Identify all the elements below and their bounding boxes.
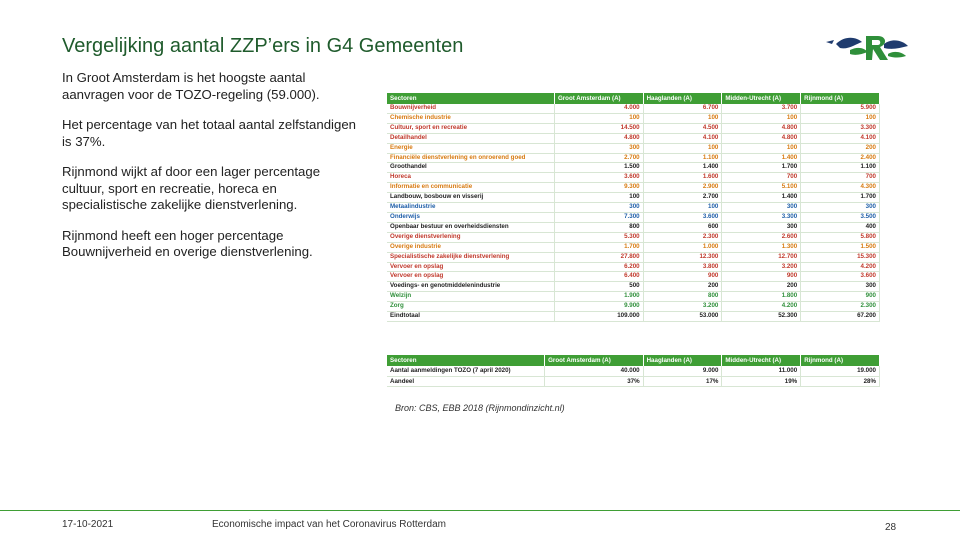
table-cell: 11.000	[722, 366, 801, 376]
table-cell: 19%	[722, 376, 801, 387]
table-cell: 300	[722, 203, 801, 213]
table-cell: 3.300	[801, 123, 880, 133]
table-cell: 109.000	[554, 312, 643, 322]
table-cell: Aantal aanmeldingen TOZO (7 april 2020)	[387, 366, 545, 376]
table-cell: 300	[801, 282, 880, 292]
table-cell: 1.400	[722, 153, 801, 163]
table-cell: Vervoer en opslag	[387, 262, 554, 272]
table-cell: Vervoer en opslag	[387, 272, 554, 282]
footer-date: 17-10-2021	[62, 519, 114, 530]
table-cell: 1.700	[801, 193, 880, 203]
table-cell: 1.400	[643, 163, 722, 173]
table-cell: 3.700	[722, 104, 801, 113]
footer-divider	[0, 510, 960, 511]
table-cell: 12.700	[722, 252, 801, 262]
table-cell: 100	[554, 113, 643, 123]
table-cell: 37%	[545, 376, 644, 387]
table-header: Groot Amsterdam (A)	[554, 93, 643, 104]
table-cell: 5.100	[722, 183, 801, 193]
rijnmond-logo-icon	[822, 28, 910, 68]
table-row	[387, 143, 880, 153]
table-header: Sectoren	[387, 93, 554, 104]
table-cell: Detailhandel	[387, 133, 554, 143]
table-row	[387, 113, 880, 123]
table-row	[387, 302, 880, 312]
table-cell: 27.800	[554, 252, 643, 262]
table-cell: 1.400	[722, 193, 801, 203]
table-cell: 700	[722, 173, 801, 183]
table-header-row	[387, 355, 880, 366]
table-cell: 1.500	[554, 163, 643, 173]
table-cell: Metaalindustrie	[387, 203, 554, 213]
table-row	[387, 104, 880, 113]
table-cell: 800	[643, 292, 722, 302]
table-row	[387, 193, 880, 203]
table-cell: 100	[554, 193, 643, 203]
table-cell: 300	[801, 203, 880, 213]
table-cell: 2.600	[722, 232, 801, 242]
table-cell: 1.100	[643, 153, 722, 163]
table-body	[387, 104, 880, 321]
table-cell: 1.100	[801, 163, 880, 173]
table-cell: 6.700	[643, 104, 722, 113]
table-cell: 3.600	[643, 212, 722, 222]
table-row	[387, 232, 880, 242]
table-cell: 4.100	[643, 133, 722, 143]
table-row	[387, 173, 880, 183]
table-cell: 4.200	[722, 302, 801, 312]
table-cell: 1.500	[801, 242, 880, 252]
table-cell: 53.000	[643, 312, 722, 322]
table-cell: 1.900	[554, 292, 643, 302]
table-cell: 200	[801, 143, 880, 153]
table-header: Midden-Utrecht (A)	[722, 355, 801, 366]
table-cell: Horeca	[387, 173, 554, 183]
table-cell: 1.000	[643, 242, 722, 252]
table-cell: 300	[554, 143, 643, 153]
table-cell: 3.800	[643, 262, 722, 272]
table-row	[387, 212, 880, 222]
table-row	[387, 262, 880, 272]
table-cell: 15.300	[801, 252, 880, 262]
table-header: Haaglanden (A)	[643, 355, 722, 366]
table-cell: Energie	[387, 143, 554, 153]
table-cell: 9.300	[554, 183, 643, 193]
table-cell: 4.000	[554, 104, 643, 113]
table-cell: Openbaar bestuur en overheidsdiensten	[387, 222, 554, 232]
table-cell: 14.500	[554, 123, 643, 133]
table-cell: 1.700	[722, 163, 801, 173]
table-row	[387, 203, 880, 213]
table-cell: 2.300	[801, 302, 880, 312]
table-cell: 5.800	[801, 232, 880, 242]
table-cell: 3.200	[722, 262, 801, 272]
table-cell: 52.300	[722, 312, 801, 322]
table-cell: 5.900	[801, 104, 880, 113]
table-row	[387, 252, 880, 262]
table-cell: 900	[801, 292, 880, 302]
paragraph: In Groot Amsterdam is het hoogste aantal aanvragen voor de TOZO-regeling (59.000).	[62, 70, 320, 102]
table-cell: 1.300	[722, 242, 801, 252]
table-header: Rijnmond (A)	[801, 355, 880, 366]
table-cell: 6.200	[554, 262, 643, 272]
table-cell: Onderwijs	[387, 212, 554, 222]
table-cell: 9.000	[643, 366, 722, 376]
table-cell: 4.800	[722, 123, 801, 133]
table-row	[387, 222, 880, 232]
table-cell: 2.700	[643, 193, 722, 203]
table-row	[387, 183, 880, 193]
paragraph: Rijnmond heeft een hoger percentage Bouwnijverheid en overige dienstverlening.	[62, 227, 313, 259]
table-cell: 4.800	[722, 133, 801, 143]
table-header-row	[387, 93, 880, 104]
table-cell: 6.400	[554, 272, 643, 282]
table-cell: Groothandel	[387, 163, 554, 173]
table-cell: Welzijn	[387, 292, 554, 302]
table-cell: 100	[722, 113, 801, 123]
table-row	[387, 133, 880, 143]
table-cell: Informatie en communicatie	[387, 183, 554, 193]
table-cell: 300	[554, 203, 643, 213]
table-cell: 2.700	[554, 153, 643, 163]
table-row	[387, 153, 880, 163]
table-row	[387, 123, 880, 133]
table-cell: Financiële dienstverlening en onroerend goed	[387, 153, 554, 163]
table-cell: 17%	[643, 376, 722, 387]
tozo-table	[387, 355, 880, 387]
table-cell: 4.500	[643, 123, 722, 133]
page-number: 28	[885, 522, 897, 533]
table-cell: 4.200	[801, 262, 880, 272]
table-cell: 100	[722, 143, 801, 153]
paragraph: Rijnmond wijkt af door een lager percentage cultuur, sport en recreatie, horeca en specialistische zakelijke dienstverlening.	[62, 164, 321, 212]
table-cell: 100	[801, 113, 880, 123]
table-row	[387, 163, 880, 173]
table-row	[387, 242, 880, 252]
table-cell: 900	[722, 272, 801, 282]
table-cell: 2.300	[643, 232, 722, 242]
body-text	[62, 70, 362, 275]
table-body	[387, 366, 880, 387]
table-cell: Eindtotaal	[387, 312, 554, 322]
table-cell: 800	[554, 222, 643, 232]
table-cell: Landbouw, bosbouw en visserij	[387, 193, 554, 203]
table-cell: 600	[643, 222, 722, 232]
table-cell: 1.600	[643, 173, 722, 183]
table-cell: 3.300	[722, 212, 801, 222]
table-cell: Overige dienstverlening	[387, 232, 554, 242]
table-cell: 2.400	[801, 153, 880, 163]
table-cell: 1.800	[722, 292, 801, 302]
table-cell: 3.200	[643, 302, 722, 312]
table-row	[387, 282, 880, 292]
table-header: Rijnmond (A)	[801, 93, 880, 104]
table-cell: 3.500	[801, 212, 880, 222]
table-header: Groot Amsterdam (A)	[545, 355, 644, 366]
table-cell: 12.300	[643, 252, 722, 262]
paragraph: Het percentage van het totaal aantal zelfstandigen is 37%.	[62, 117, 356, 149]
source-note: Bron: CBS, EBB 2018 (Rijnmondinzicht.nl)	[395, 403, 565, 413]
table-row	[387, 376, 880, 387]
sector-table	[387, 93, 880, 322]
table-cell: 200	[643, 282, 722, 292]
table-cell: 3.600	[801, 272, 880, 282]
table-cell: 200	[722, 282, 801, 292]
table-cell: 4.300	[801, 183, 880, 193]
table-cell: Bouwnijverheid	[387, 104, 554, 113]
table-cell: Aandeel	[387, 376, 545, 387]
table-row	[387, 272, 880, 282]
table-cell: 67.200	[801, 312, 880, 322]
table-cell: Chemische industrie	[387, 113, 554, 123]
table-cell: Voedings- en genotmiddelenindustrie	[387, 282, 554, 292]
table-row	[387, 366, 880, 376]
table-cell: 3.600	[554, 173, 643, 183]
table-cell: Cultuur, sport en recreatie	[387, 123, 554, 133]
table-cell: 2.900	[643, 183, 722, 193]
table-cell: 5.300	[554, 232, 643, 242]
table-cell: 4.800	[554, 133, 643, 143]
table-cell: 100	[643, 143, 722, 153]
table-cell: 300	[722, 222, 801, 232]
table-cell: 4.100	[801, 133, 880, 143]
slide-title: Vergelijking aantal ZZP’ers in G4 Gemeenten	[62, 35, 464, 57]
table-cell: 28%	[801, 376, 880, 387]
footer-title: Economische impact van het Coronavirus Rotterdam	[212, 519, 446, 530]
table-cell: 7.300	[554, 212, 643, 222]
table-header: Midden-Utrecht (A)	[722, 93, 801, 104]
table-cell: 40.000	[545, 366, 644, 376]
table-header: Haaglanden (A)	[643, 93, 722, 104]
table-header: Sectoren	[387, 355, 545, 366]
table-cell: 9.900	[554, 302, 643, 312]
table-cell: Zorg	[387, 302, 554, 312]
table-cell: Specialistische zakelijke dienstverlening	[387, 252, 554, 262]
table-cell: 400	[801, 222, 880, 232]
table-cell: 1.700	[554, 242, 643, 252]
table-cell: 900	[643, 272, 722, 282]
table-cell: Overige industrie	[387, 242, 554, 252]
table-total-row	[387, 312, 880, 322]
table-row	[387, 292, 880, 302]
table-cell: 19.000	[801, 366, 880, 376]
table-cell: 100	[643, 203, 722, 213]
table-cell: 100	[643, 113, 722, 123]
table-cell: 500	[554, 282, 643, 292]
table-cell: 700	[801, 173, 880, 183]
